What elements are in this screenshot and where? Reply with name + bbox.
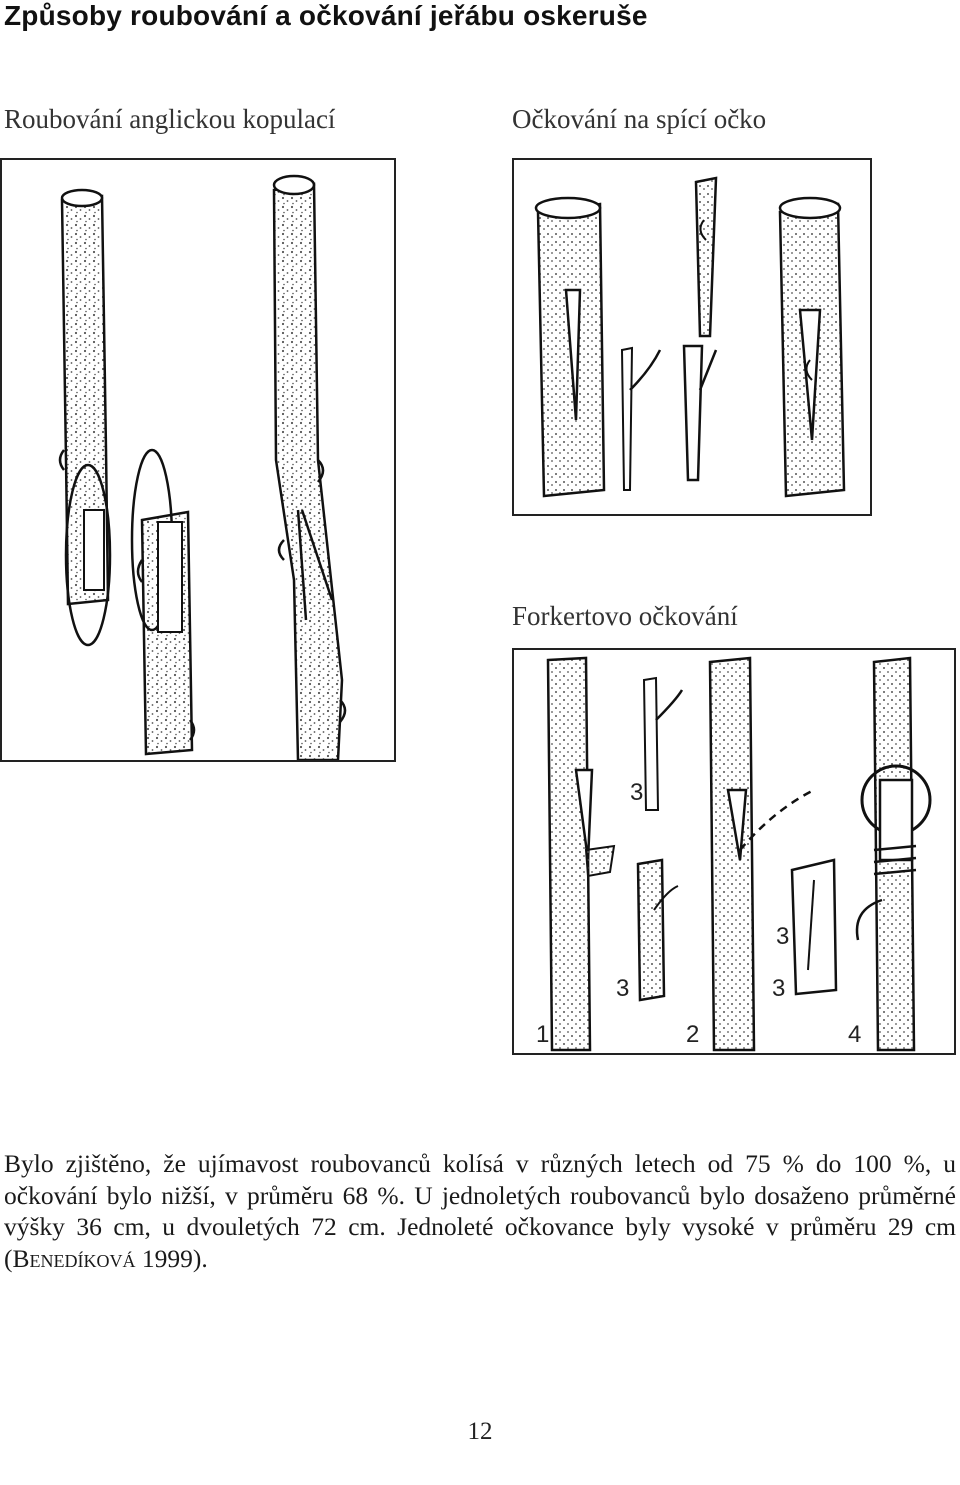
citation-author: Benedíková [12, 1243, 136, 1273]
forkert-label-3a: 3 [630, 779, 644, 806]
figure-caption-dormant-bud: Očkování na spící očko [512, 104, 767, 134]
paragraph-text: Bylo zjištěno, že ujímavost roubovanců kolísá v různých letech od 75 % do 100 %, u očkování bylo nižší, v průměru 68 %. U jednoletých roubovanců bylo dosaženo průměrné výšky 36 cm, u dvouletých 72 cm. Jednoleté očkovance byly vysoké v průměru 29 cm ( [4, 1149, 956, 1273]
body-paragraph [4, 1148, 956, 1274]
page-number: 12 [467, 1418, 493, 1445]
forkert-illustration [514, 650, 954, 1053]
figure-caption-splice: Roubování anglickou kopulací [4, 104, 336, 134]
splice-grafting-illustration [2, 160, 394, 760]
dormant-bud-illustration [514, 160, 870, 514]
forkert-label-1: 1 [536, 1021, 550, 1048]
figure-dormant-bud-grafting [512, 158, 872, 516]
forkert-label-3c: 3 [772, 975, 786, 1002]
forkert-label-3d: 3 [776, 923, 790, 950]
forkert-label-4: 4 [848, 1021, 862, 1048]
figure-forkert-budding [512, 648, 956, 1055]
page-heading: Způsoby roubování a očkování jeřábu oskeruše [4, 0, 648, 31]
figure-caption-forkert: Forkertovo očkování [512, 601, 738, 631]
paragraph-text-end: 1999). [135, 1243, 208, 1273]
forkert-label-2: 2 [686, 1021, 700, 1048]
figure-splice-grafting [0, 158, 396, 762]
forkert-label-3b: 3 [616, 975, 630, 1002]
